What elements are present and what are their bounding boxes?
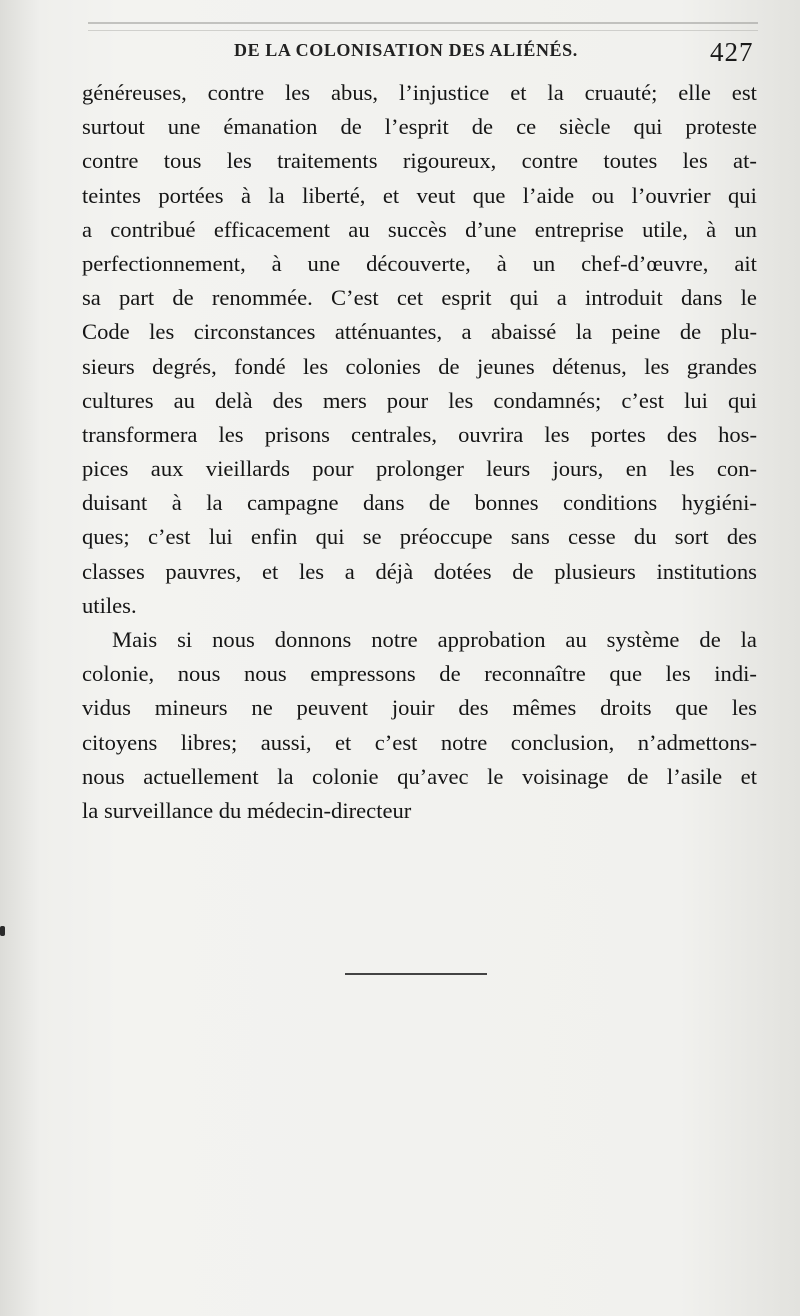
text-line: Code les circonstances atténuantes, a abaissé la peine de plu-: [82, 319, 757, 345]
text-line: classes pauvres, et les a déjà dotées de plusieurs institutions: [82, 558, 757, 584]
text-line: la surveillance du médecin-directeur: [82, 797, 412, 823]
running-title: DE LA COLONISATION DES ALIÉNÉS.: [234, 40, 578, 60]
text-line: transformera les prisons centrales, ouvrira les portes des hos-: [82, 421, 757, 447]
text-line: Mais si nous donnons notre approbation au système de la: [112, 627, 757, 652]
text-line: sa part de renommée. C’est cet esprit qui a introduit dans le: [82, 285, 757, 311]
text-line: a contribué efficacement au succès d’une entreprise utile, à un: [82, 216, 757, 242]
text-line: utiles.: [82, 592, 137, 618]
text-line: citoyens libres; aussi, et c’est notre conclusion, n’admettons-: [82, 729, 757, 755]
margin-mark: [0, 926, 5, 936]
text-line: surtout une émanation de l’esprit de ce siècle qui proteste: [82, 114, 757, 140]
text-line: sieurs degrés, fondé les colonies de jeunes détenus, les grandes: [82, 353, 757, 379]
text-line: nous actuellement la colonie qu’avec le voisinage de l’asile et: [82, 763, 757, 789]
text-line: vidus mineurs ne peuvent jouir des mêmes droits que les: [82, 695, 757, 721]
text-line: teintes portées à la liberté, et veut que l’aide ou l’ouvrier qui: [82, 182, 757, 208]
text-line: colonie, nous nous empressons de reconnaître que les indi-: [82, 661, 757, 687]
text-line: duisant à la campagne dans de bonnes conditions hygiéni-: [82, 490, 757, 516]
body-text: [82, 76, 757, 828]
text-line: contre tous les traitements rigoureux, contre toutes les at-: [82, 148, 757, 174]
text-line: généreuses, contre les abus, l’injustice et la cruauté; elle est: [82, 80, 757, 105]
text-line: ques; c’est lui enfin qui se préoccupe sans cesse du sort des: [82, 524, 757, 550]
header-rule: [88, 22, 758, 31]
end-rule: [345, 973, 487, 975]
page-number: 427: [710, 37, 754, 67]
text-line: pices aux vieillards pour prolonger leurs jours, en les con-: [82, 456, 757, 482]
text-line: perfectionnement, à une découverte, à un chef-d’œuvre, ait: [82, 250, 757, 276]
text-line: cultures au delà des mers pour les condamnés; c’est lui qui: [82, 387, 757, 413]
